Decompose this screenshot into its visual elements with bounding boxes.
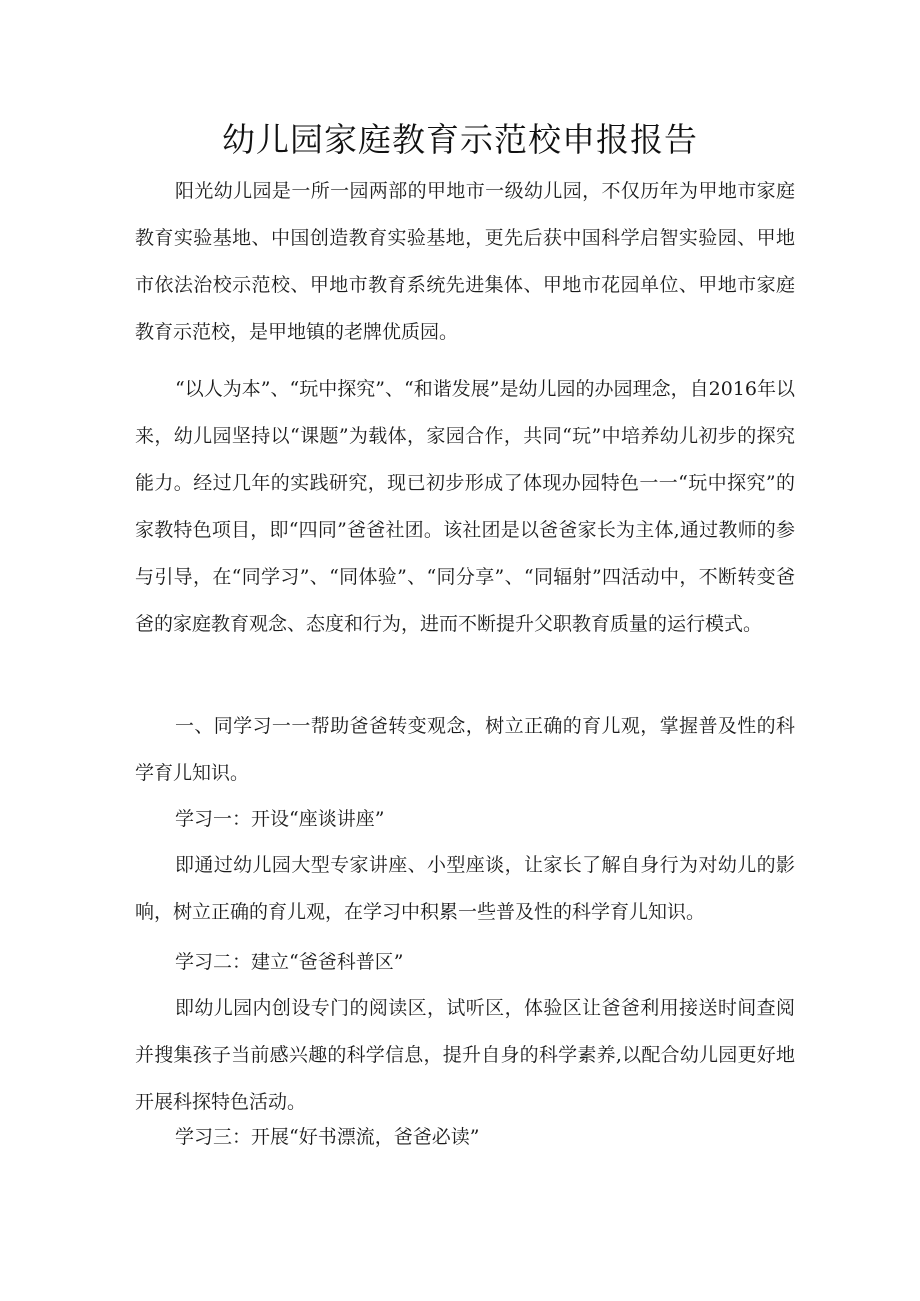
document-title: 幼儿园家庭教育示范校申报报告 bbox=[222, 120, 698, 159]
section-heading-paragraph: 一、同学习一一帮助爸爸转变观念，树立正确的育儿观，掌握普及性的科学育儿知识。 bbox=[135, 715, 795, 784]
intro-paragraph: 阳光幼儿园是一所一园两部的甲地市一级幼儿园，不仅历年为甲地市家庭教育实验基地、中国创造教育实验基地，更先后获中国科学启智实验园、甲地市依法治校示范校、甲地市教育系统先进集体、甲地市花园单位、甲地市家庭教育示范校，是甲地镇的老牌优质园。 bbox=[135, 180, 795, 343]
subheading-study-one: 学习一：开设“座谈讲座” bbox=[175, 808, 385, 830]
subheading-study-two: 学习二：建立“爸爸科普区” bbox=[175, 951, 404, 973]
study-one-paragraph: 即通过幼儿园大型专家讲座、小型座谈，让家长了解自身行为对幼儿的影响，树立正确的育儿观，在学习中积累一些普及性的科学育儿知识。 bbox=[135, 854, 795, 923]
philosophy-paragraph: “以人为本”、“玩中探究”、“和谐发展”是幼儿园的办园理念，自2016年以来，幼儿园坚持以“课题”为载体，家园合作，共同“玩”中培养幼儿初步的探究能力。经过几年的实践研究，现已初步形成了体现办园特色一一“玩中探究”的家教特色项目，即“四同”爸爸社团。该社团是以爸爸家长为主体,通过教师的参与引导，在“同学习”、“同体验”、“同分享”、“同辐射”四活动中，不断转变爸爸的家庭教育观念、态度和行为，进而不断提升父职教育质量的运行模式。 bbox=[135, 378, 795, 635]
subheading-study-three: 学习三：开展“好书漂流，爸爸必读” bbox=[175, 1126, 480, 1148]
study-two-paragraph: 即幼儿园内创设专门的阅读区，试听区，体验区让爸爸利用接送时间查阅并搜集孩子当前感兴趣的科学信息，提升自身的科学素养,以配合幼儿园更好地开展科探特色活动。 bbox=[135, 997, 795, 1113]
